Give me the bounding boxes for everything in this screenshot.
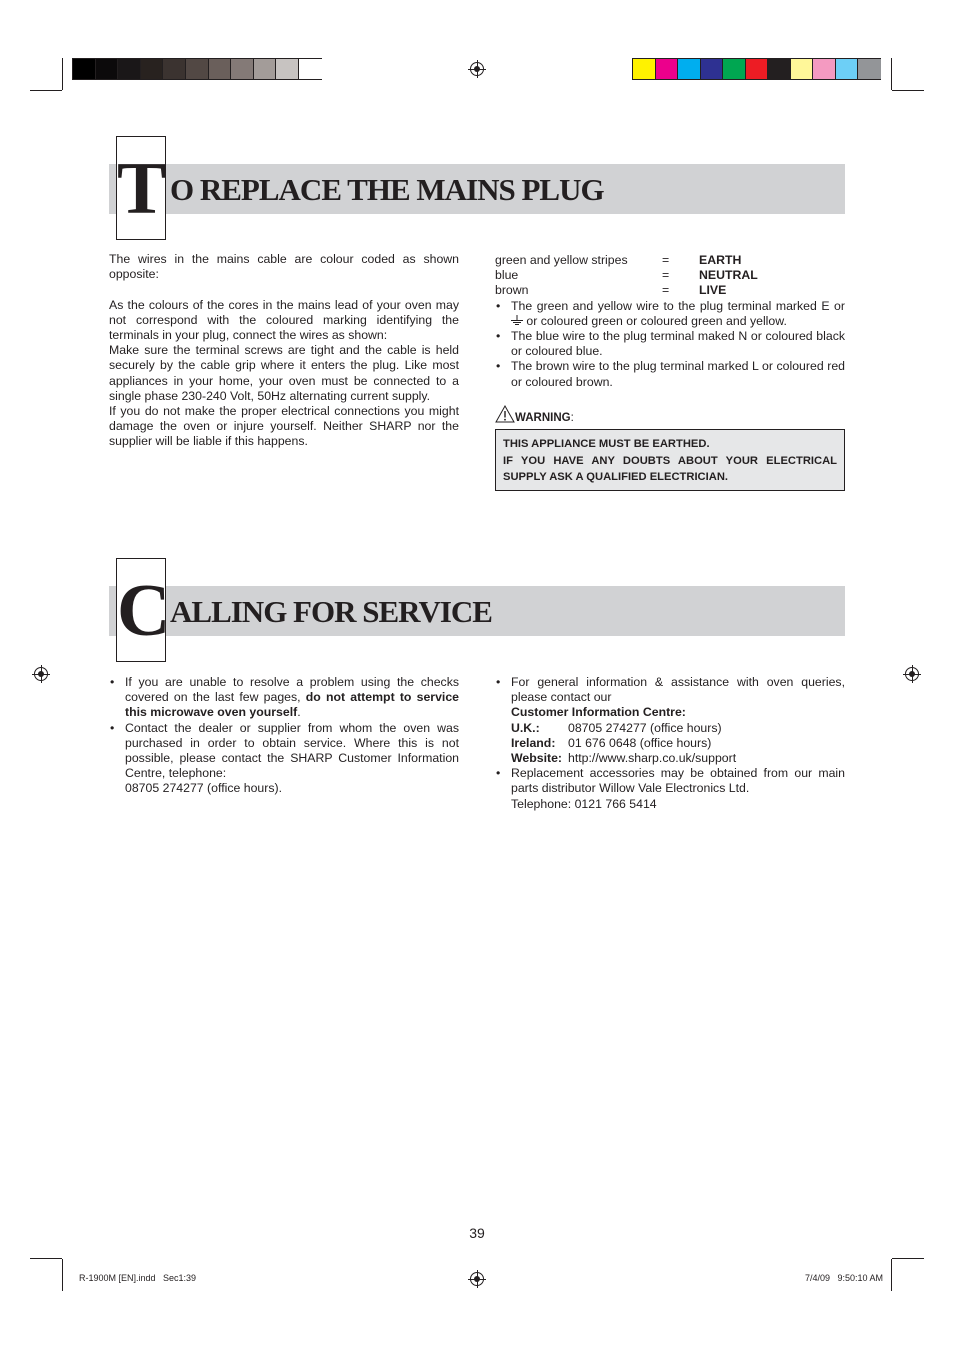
paragraph: Make sure the terminal screws are tight and the cable is held securely by the cable grip where it enters the plug. Like most appliances in your home, your oven must be connected to a single phase 230-240 Volt, 50Hz alternating current supply. (109, 343, 459, 403)
wire-name: NEUTRAL (699, 268, 758, 283)
crop-mark (892, 1258, 924, 1259)
table-row (511, 751, 736, 766)
color-swatch (701, 59, 724, 79)
color-swatch (141, 59, 164, 79)
equals-sign: = (662, 283, 670, 298)
warning-line: IF YOU HAVE ANY DOUBTS ABOUT YOUR ELECTRICAL SUPPLY ASK A QUALIFIED ELECTRICIAN. (503, 454, 837, 483)
heading-dropcap: T (116, 136, 166, 240)
wiring-instructions-list (495, 299, 845, 390)
color-swatch (791, 59, 814, 79)
color-swatch (73, 59, 96, 79)
color-swatch (633, 59, 656, 79)
contact-list (495, 675, 845, 812)
contact-value: 01 676 0648 (office hours) (568, 735, 712, 750)
website-link[interactable]: http://www.sharp.co.uk/support (568, 751, 737, 766)
contact-table (511, 721, 736, 767)
wire-colour: brown (495, 283, 529, 298)
color-swatch (96, 59, 119, 79)
greyscale-color-bar (72, 58, 322, 80)
table-row (495, 283, 758, 298)
color-swatch (163, 59, 186, 79)
wire-name: LIVE (699, 283, 727, 298)
crop-mark (891, 1259, 892, 1291)
service-left-column (109, 675, 459, 797)
mains-plug-left-column (109, 252, 459, 450)
service-right-column (495, 675, 845, 812)
service-list (109, 675, 459, 797)
equals-sign: = (662, 268, 670, 283)
color-swatch (186, 59, 209, 79)
warning-line: THIS APPLIANCE MUST BE EARTHED. (503, 438, 710, 450)
paragraph: As the colours of the cores in the mains lead of your oven may not correspond with the coloured marking identifying the terminals in your plug, connect the wires as shown: (109, 297, 459, 342)
color-swatch (656, 59, 679, 79)
registration-mark-icon (905, 667, 919, 681)
centre-label: Customer Information Centre: (511, 705, 686, 720)
contact-label: Website: (511, 751, 563, 766)
footer-file-info: R-1900M [EN].indd Sec1:39 (79, 1273, 197, 1283)
table-row (495, 268, 758, 283)
color-swatch (836, 59, 859, 79)
section-heading: O REPLACE THE MAINS PLUG (170, 172, 604, 207)
heading-dropcap: C (116, 558, 166, 662)
crop-mark (62, 58, 63, 90)
contact-value: 08705 274277 (office hours) (568, 720, 722, 735)
color-swatch (678, 59, 701, 79)
phone-number: Telephone: 0121 766 5414 (511, 796, 657, 811)
earth-symbol-icon (511, 315, 523, 326)
contact-label: Ireland: (511, 735, 556, 750)
paragraph: If you do not make the proper electrical connections you might damage the oven or injure yourself. Neither SHARP nor the supplier will be liable if this happens. (109, 404, 459, 449)
contact-label: U.K.: (511, 720, 540, 735)
table-row (495, 253, 758, 268)
phone-number: 08705 274277 (office hours). (125, 781, 283, 796)
list-item: • Contact the dealer or supplier from whom the oven was purchased in order to obtain service. Where this is not possible, please contact the SHARP Customer Information Centre, telephone: 08705 274277 (office hours). (109, 721, 459, 797)
color-swatch (254, 59, 277, 79)
crop-mark (30, 1258, 62, 1259)
table-row (511, 721, 736, 736)
warning-triangle-icon (495, 405, 515, 423)
crop-mark (891, 58, 892, 90)
section-heading: ALLING FOR SERVICE (170, 594, 492, 629)
mains-plug-right-column (495, 253, 845, 424)
list-item: • The blue wire to the plug terminal maked N or coloured black or coloured blue. (495, 329, 845, 359)
table-row (511, 736, 736, 751)
list-item: • The green and yellow wire to the plug terminal marked E or or coloured green or coloured green and yellow. (495, 299, 845, 329)
crop-mark (30, 90, 62, 91)
color-swatch (723, 59, 746, 79)
registration-mark-icon (470, 1272, 484, 1286)
registration-mark-icon (34, 667, 48, 681)
color-swatch (231, 59, 254, 79)
color-swatch (299, 59, 322, 79)
color-swatch (276, 59, 299, 79)
color-swatch (209, 59, 232, 79)
color-swatch (118, 59, 141, 79)
equals-sign: = (662, 253, 670, 267)
wire-colour-table (495, 253, 758, 299)
color-swatch (813, 59, 836, 79)
list-item: • Replacement accessories may be obtained from our main parts distributor Willow Vale Electronics Ltd. Telephone: 0121 766 5414 (495, 766, 845, 812)
registration-mark-icon (470, 62, 484, 76)
color-swatch (746, 59, 769, 79)
warning-label: WARNING (515, 411, 571, 424)
list-item: • The brown wire to the plug terminal marked L or coloured red or coloured brown. (495, 359, 845, 389)
crop-mark (892, 90, 924, 91)
earthing-warning-box (495, 429, 845, 491)
wire-name: EARTH (699, 253, 742, 267)
color-swatch (768, 59, 791, 79)
wire-colour: green and yellow stripes (495, 253, 628, 267)
color-swatch (858, 59, 881, 79)
process-color-bar (632, 58, 881, 80)
list-item: • If you are unable to resolve a problem using the checks covered on the last few pages, do not attempt to service this microwave oven yourself. (109, 675, 459, 721)
crop-mark (62, 1259, 63, 1291)
wire-colour: blue (495, 268, 519, 283)
warning-heading: WARNING: (495, 405, 845, 424)
footer-timestamp: 7/4/09 9:50:10 AM (804, 1273, 883, 1283)
list-item: • For general information & assistance with oven queries, please contact our Customer Information Centre: U.K.: 08705 274277 (office hours) Ireland: 01 676 0648 (office hours) Website: http://www.sharp.co.uk/support (495, 675, 845, 766)
page-number: 39 (469, 1225, 485, 1241)
paragraph: The wires in the mains cable are colour coded as shown opposite: (109, 252, 459, 282)
